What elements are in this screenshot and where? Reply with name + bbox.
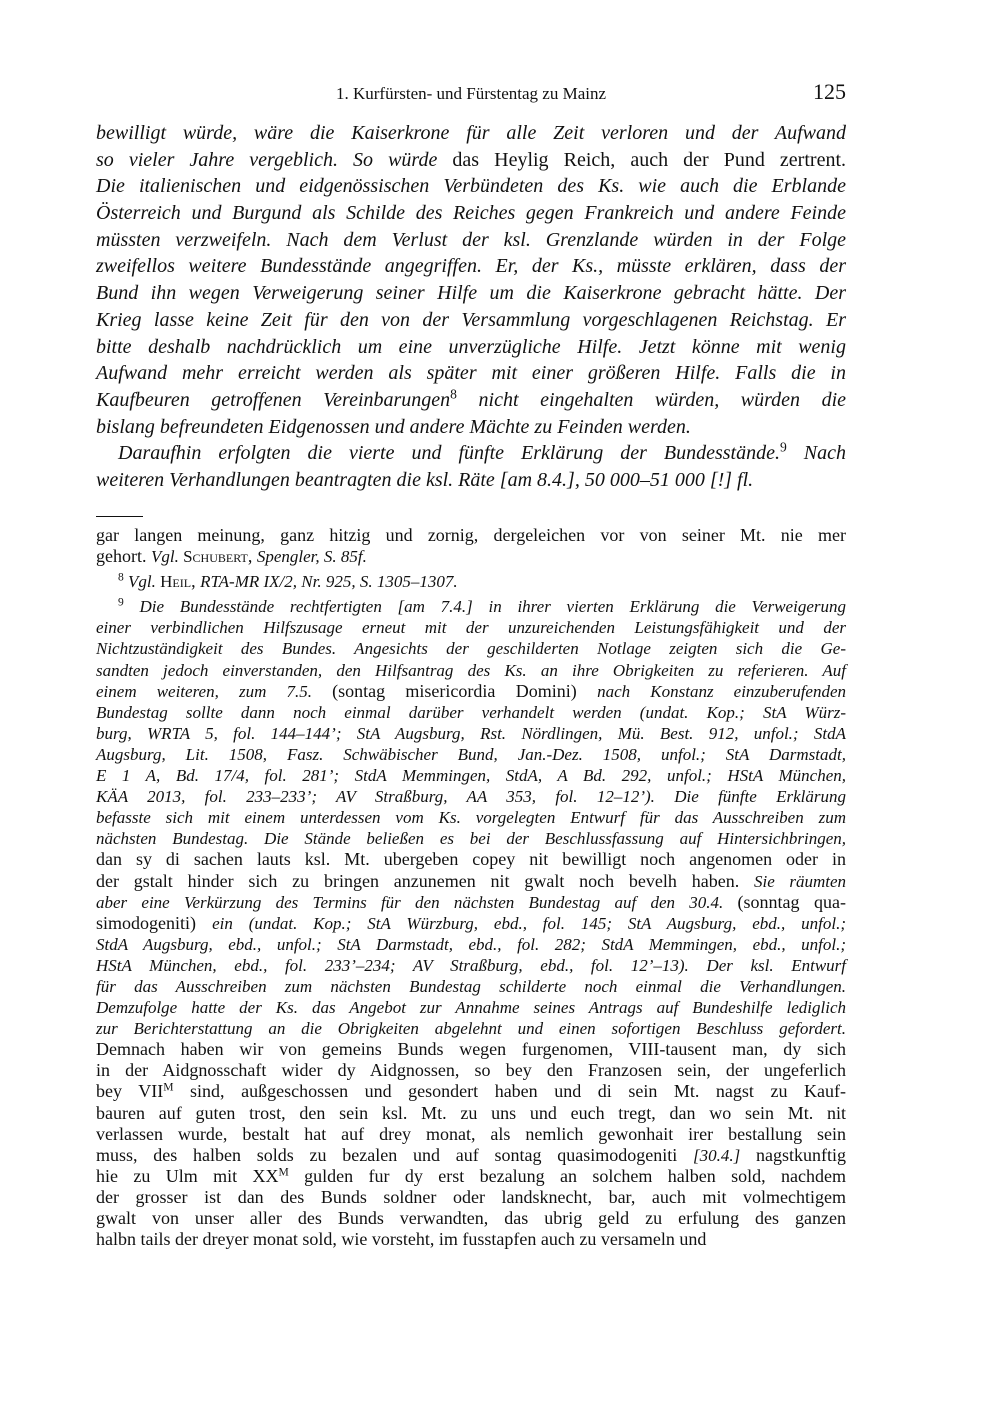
footnote-9 bbox=[96, 596, 846, 1250]
line-content bbox=[96, 202, 846, 224]
text-run: müssten verzweifeln. Nach dem Verlust der ksl. Grenzlande würden in der Folge bbox=[96, 228, 846, 251]
paragraph bbox=[96, 440, 846, 493]
text-line bbox=[96, 546, 846, 567]
line-content bbox=[96, 618, 846, 637]
line-content bbox=[96, 682, 846, 701]
line-content bbox=[118, 597, 846, 616]
text-run: Bund ihn wegen Verweigerung seiner Hilfe um die Kaiserkrone gebracht hätte. Der bbox=[96, 282, 846, 305]
text-run: hie zu Ulm mit XX bbox=[96, 1165, 279, 1186]
text-run: Bundestag sollte dann noch einmal darüber verhandelt werden (undat. Kop.; StA Würz- bbox=[96, 702, 846, 722]
text-line bbox=[96, 1187, 846, 1208]
text-run: E 1 A, Bd. 17/4, fol. 281’; StdA Memmingen, StdA, A Bd. 292, unfol.; HStA München, bbox=[96, 766, 846, 786]
main-text bbox=[96, 120, 846, 494]
text-run: (sonntag qua- bbox=[737, 891, 846, 912]
text-run: Nach bbox=[786, 442, 846, 465]
text-line bbox=[96, 955, 846, 976]
text-line bbox=[96, 525, 846, 546]
text-run: Schubert bbox=[183, 547, 248, 567]
line-content bbox=[96, 229, 846, 251]
text-run: halbn tails der dreyer monat sold, wie vorsteht, im fusstapfen auch zu versameln und bbox=[96, 1229, 707, 1250]
line-content bbox=[96, 336, 846, 358]
text-line bbox=[96, 1166, 846, 1187]
superscript: 8 bbox=[450, 386, 457, 402]
text-line bbox=[96, 744, 846, 765]
line-content bbox=[96, 1125, 846, 1144]
text-run: Nichtzuständigkeit des Bundes. Angesichts der geschilderten Notlage zeigten sich die Ge- bbox=[96, 639, 846, 659]
line-content bbox=[96, 469, 753, 491]
text-run: sandten jedoch einverstanden, den Hilfsantrag des Ks. an ihre Obrigkeiten zu referieren. Auf bbox=[96, 660, 846, 680]
text-line bbox=[96, 1229, 846, 1250]
text-run: Vgl. bbox=[150, 547, 184, 567]
text-line bbox=[96, 807, 846, 828]
text-run: aber eine Verkürzung des Termins für den nächsten Bundestag auf den 30.4. bbox=[96, 892, 738, 912]
text-line bbox=[96, 1018, 846, 1039]
text-run: das Heylig Reich, auch der Pund zertrent. bbox=[452, 148, 846, 171]
line-content bbox=[96, 1209, 846, 1228]
running-title: 1. Kurfürsten- und Fürstentag zu Mainz bbox=[335, 84, 607, 103]
text-run: sind, außgeschossen und gesondert haben und di sein Mt. nagst zu Kauf- bbox=[173, 1081, 846, 1102]
text-line bbox=[96, 334, 846, 361]
text-line bbox=[96, 414, 846, 441]
text-line bbox=[96, 681, 846, 702]
text-run: in der Aidgnosschaft wider dy Aidgnossen, so bey den Franzosen sein, der ungeferlich bbox=[96, 1060, 846, 1081]
text-run: bewilligt würde, wäre die Kaiserkrone für alle Zeit verloren und der Aufwand bbox=[96, 122, 846, 144]
text-line bbox=[96, 200, 846, 227]
text-run: KÄA 2013, fol. 233–233’; AV Straßburg, AA 353, fol. 12–12’). Die fünfte Erklärung bbox=[96, 787, 846, 807]
line-content bbox=[96, 1019, 846, 1038]
line-content bbox=[96, 1230, 706, 1249]
line-content bbox=[96, 386, 846, 411]
text-run: simodogeniti) bbox=[96, 912, 213, 933]
text-run: , bbox=[247, 546, 257, 567]
text-line bbox=[96, 934, 846, 955]
text-run: gulden fur dy erst bezalung an solchem halben sold, nachdem bbox=[288, 1165, 846, 1186]
text-line bbox=[96, 828, 846, 849]
line-content bbox=[96, 416, 691, 438]
footnote-separator bbox=[96, 516, 143, 517]
page-number: 125 bbox=[813, 79, 846, 104]
superscript: 9 bbox=[779, 439, 787, 455]
text-run: bey VII bbox=[96, 1081, 164, 1102]
text-run: ein (undat. Kop.; StA Würzburg, ebd., fol. 145; StA Augsburg, ebd., unfol.; bbox=[212, 913, 846, 933]
line-content bbox=[96, 639, 846, 658]
text-line bbox=[96, 997, 846, 1018]
text-run: HStA München, ebd., fol. 233’–234; AV Straßburg, ebd., fol. 12’–13). Der ksl. Entwurf bbox=[96, 955, 846, 975]
line-content bbox=[96, 998, 846, 1017]
text-run: Die Bundesstände rechtfertigten [am 7.4.] in ihrer vierten Erklärung die Verweigerung bbox=[123, 597, 846, 617]
text-line bbox=[96, 1145, 846, 1166]
line-content bbox=[96, 526, 846, 545]
footnote-number: 8 bbox=[118, 570, 124, 584]
line-content bbox=[96, 872, 846, 891]
text-run: Österreich und Burgund als Schilde des Reiches gegen Frankreich und andere Feinde bbox=[96, 202, 846, 225]
text-line bbox=[96, 702, 846, 723]
superscript: M bbox=[278, 1165, 289, 1179]
text-run: Spengler, S. 85f. bbox=[256, 547, 367, 567]
line-content bbox=[96, 1167, 846, 1186]
text-run: nach Konstanz einzuberufenden bbox=[597, 681, 847, 701]
text-run: StdA Augsburg, ebd., unfol.; StA Darmstadt, ebd., fol. 282; StdA Memmingen, ebd., unfol.; bbox=[96, 934, 846, 954]
text-line bbox=[96, 1081, 846, 1102]
text-run: der gstalt hinder sich zu bringen anzunemen nit gwalt noch bevelh haben. bbox=[96, 870, 754, 891]
text-line bbox=[96, 387, 846, 414]
text-run: Demnach haben wir von gemeins Bunds wegen furgenomen, VIII-tausent man, dy sich bbox=[96, 1039, 846, 1060]
text-run: bislang befreundeten Eidgenossen und andere Mächte zu Feinden werden. bbox=[96, 415, 691, 438]
line-content bbox=[96, 829, 846, 848]
line-content bbox=[96, 1082, 846, 1101]
text-line bbox=[96, 280, 846, 307]
line-content bbox=[96, 787, 846, 806]
text-line bbox=[96, 173, 846, 200]
text-run: nächsten Bundestag. Die Stände beließen es bei der Beschlussfassung auf Hintersichbringen, bbox=[96, 829, 846, 849]
text-run: Sie räumten bbox=[754, 871, 846, 891]
text-line bbox=[96, 892, 846, 913]
text-run: dan sy di sachen lauts ksl. Mt. ubergeben copey nit bewilligt noch angenomen oder in bbox=[96, 849, 846, 870]
text-line bbox=[96, 1039, 846, 1060]
text-run: Augsburg, Lit. 1508, Fasz. Schwäbischer Bund, Jan.-Dez. 1508, unfol.; StA Darmstadt, bbox=[96, 744, 846, 764]
superscript: M bbox=[163, 1081, 174, 1095]
footnote-8 bbox=[96, 571, 846, 592]
text-run: befasste sich mit einem unterdessen vom Ks. vorgelegten Entwurf für das Ausschreiben zum bbox=[96, 808, 846, 828]
line-content bbox=[96, 956, 846, 975]
text-line bbox=[96, 1208, 846, 1229]
line-content bbox=[118, 572, 458, 591]
text-run: gehort. bbox=[96, 546, 151, 567]
footnote-continuation bbox=[96, 525, 846, 567]
text-run: weiteren Verhandlungen beantragten die ksl. Räte [am 8.4.], 50 000–51 000 [!] fl. bbox=[96, 468, 754, 491]
text-line bbox=[96, 571, 846, 592]
line-content bbox=[118, 439, 846, 465]
text-run: RTA-MR IX/2, Nr. 925, S. 1305–1307. bbox=[200, 572, 458, 592]
text-line bbox=[96, 976, 846, 997]
text-line bbox=[96, 871, 846, 892]
text-run: verlassen wurde, bestalt hat auf drey monat, als nemlich gewonhait irer bestallung sein bbox=[96, 1123, 846, 1144]
text-run: Heil bbox=[160, 572, 192, 592]
text-run: so vieler Jahre vergeblich. So würde bbox=[96, 148, 453, 171]
text-run: für das Ausschreiben zum nächsten Bundestag schilderte noch einmal die Verhandlungen. bbox=[96, 976, 846, 996]
line-content bbox=[96, 309, 846, 331]
text-line bbox=[96, 467, 846, 494]
text-run: , bbox=[191, 571, 201, 592]
line-content bbox=[96, 362, 846, 384]
line-content bbox=[96, 935, 846, 954]
line-content bbox=[96, 661, 846, 680]
text-line bbox=[96, 360, 846, 387]
text-run: bauren auf guten trost, den sein ksl. Mt. zu uns und euch tregt, dan wo sein Mt. nit bbox=[96, 1102, 846, 1123]
line-content bbox=[96, 1040, 846, 1059]
line-content bbox=[96, 745, 846, 764]
text-run: Demzufolge hatte der Ks. das Angebot zur Annahme seines Antrags auf Bundeshilfe lediglich bbox=[96, 998, 846, 1018]
text-line bbox=[96, 638, 846, 659]
text-run: Krieg lasse keine Zeit für den von der Versammlung vorgeschlagenen Reichstag. Er bbox=[96, 308, 846, 331]
text-line bbox=[96, 617, 846, 638]
text-run: einer verbindlichen Hilfszusage erneut mit der unzureichenden Leistungsfähigkeit und der bbox=[96, 618, 846, 638]
text-run: (sontag misericordia Domini) bbox=[332, 680, 598, 701]
line-content bbox=[96, 808, 846, 827]
line-content bbox=[96, 1104, 846, 1123]
text-line bbox=[96, 849, 846, 870]
text-run: Daraufhin erfolgten die vierte und fünfte Erklärung der Bundesstände. bbox=[118, 442, 780, 465]
text-run: muss, des halben solds zu bezalen und auf sontag quasimodogeniti bbox=[96, 1144, 693, 1165]
line-content bbox=[96, 1061, 846, 1080]
text-run: zweifellos weitere Bundesstände angegriffen. Er, der Ks., müsste erklären, dass der bbox=[96, 255, 846, 278]
text-line bbox=[96, 913, 846, 934]
line-content bbox=[96, 914, 846, 933]
text-line bbox=[96, 723, 846, 744]
text-line bbox=[96, 1060, 846, 1081]
line-content bbox=[96, 122, 846, 144]
footnote-number: 9 bbox=[118, 595, 124, 609]
text-run: burg, WRTA 5, fol. 144–144’; StA Augsburg, Rst. Nördlingen, Mü. Best. 912, unfol.; StdA bbox=[96, 723, 846, 743]
line-content bbox=[96, 1188, 846, 1207]
text-line bbox=[96, 596, 846, 617]
text-run: Aufwand mehr erreicht werden als später mit einer größeren Hilfe. Falls die in bbox=[96, 362, 846, 385]
text-line bbox=[96, 147, 846, 174]
text-line bbox=[96, 660, 846, 681]
text-run: [30.4.] bbox=[693, 1145, 741, 1165]
line-content bbox=[96, 724, 846, 743]
line-content bbox=[96, 149, 846, 171]
text-run: Die italienischen und eidgenössischen Verbündeten des Ks. wie auch die Erblande bbox=[96, 175, 846, 198]
text-line bbox=[96, 765, 846, 786]
text-line bbox=[96, 307, 846, 334]
line-content bbox=[96, 703, 846, 722]
text-run: nicht eingehalten würden, würden die bbox=[456, 388, 846, 411]
line-content bbox=[96, 1146, 846, 1165]
text-run: gar langen meinung, ganz hitzig und zornig, dergeleichen vor von seiner Mt. nie mer bbox=[96, 525, 846, 545]
text-line bbox=[96, 1103, 846, 1124]
line-content bbox=[96, 175, 846, 197]
text-run: Vgl. bbox=[123, 572, 161, 592]
text-line bbox=[96, 227, 846, 254]
paragraph bbox=[96, 120, 846, 440]
text-run: bitte deshalb nachdrücklich um eine unverzügliche Hilfe. Jetzt könne mit wenig bbox=[96, 335, 846, 358]
text-run: der grosser ist dan des Bunds soldner oder landsknecht, bar, auch mit volmechtigem bbox=[96, 1186, 846, 1207]
line-content bbox=[96, 850, 846, 869]
text-line bbox=[96, 253, 846, 280]
line-content bbox=[96, 766, 846, 785]
text-run: nagstkunftig bbox=[740, 1144, 846, 1165]
footnotes bbox=[96, 525, 846, 1250]
text-run: zur Berichterstattung an die Obrigkeiten abgelehnt und einen sofortigen Beschluss gefordert. bbox=[96, 1019, 846, 1039]
line-content bbox=[96, 977, 846, 996]
text-line bbox=[96, 786, 846, 807]
line-content bbox=[96, 893, 846, 912]
text-run: einem weiteren, zum 7.5. bbox=[96, 681, 333, 701]
text-run: Kaufbeuren getroffenen Vereinbarungen bbox=[96, 388, 451, 411]
text-line bbox=[96, 440, 846, 467]
line-content bbox=[96, 255, 846, 277]
line-content bbox=[96, 282, 846, 304]
text-run: gwalt von unser aller des Bunds verwandten, das ubrig geld zu erfulung des ganzen bbox=[96, 1208, 846, 1228]
line-content bbox=[96, 547, 367, 566]
text-line bbox=[96, 120, 846, 147]
text-line bbox=[96, 1124, 846, 1145]
